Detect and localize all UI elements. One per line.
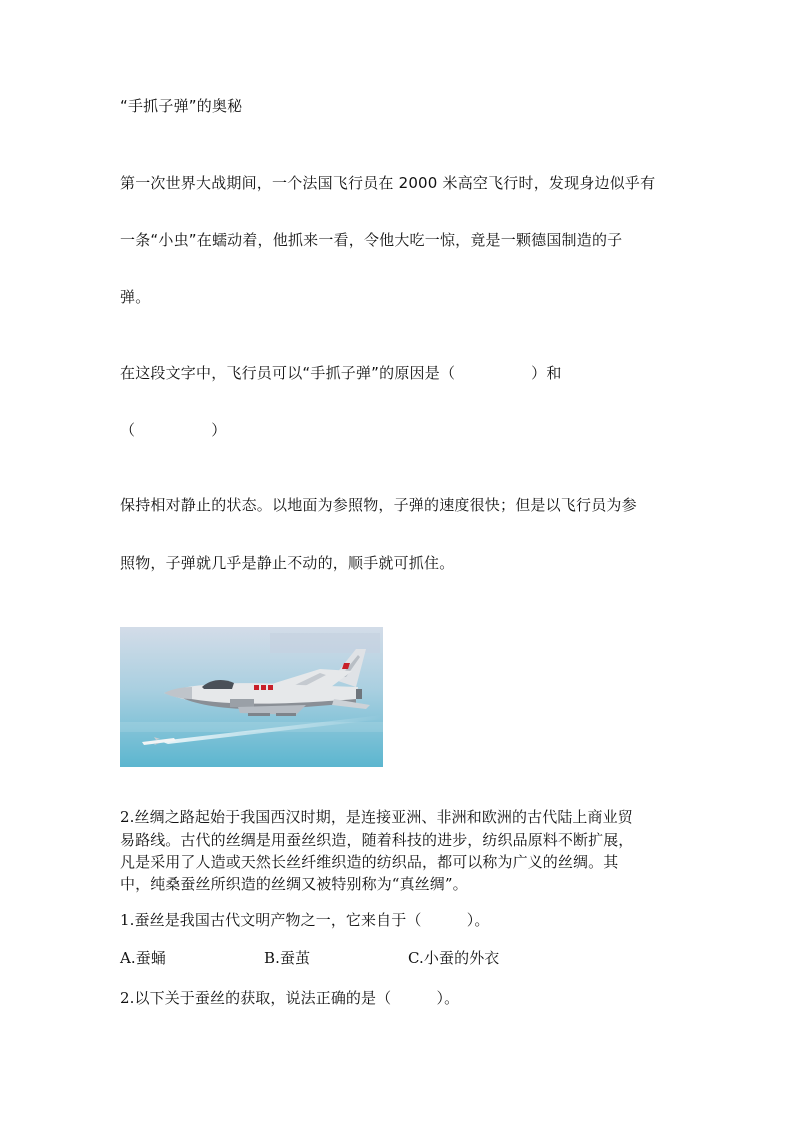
question-line: （ ） <box>120 421 227 439</box>
option-c: C.小蚕的外衣 <box>408 949 500 967</box>
passage-line: 弹。 <box>120 288 151 306</box>
passage-line: 第一次世界大战期间，一个法国飞行员在 2000 米高空飞行时，发现身边似乎有 <box>120 174 656 192</box>
option-b: B.蚕茧 <box>264 949 311 967</box>
passage2-line: 易路线。古代的丝绸是用蚕丝织造，随着科技的进步，纺织品原料不断扩展， <box>120 831 634 849</box>
passage2-line: 2.丝绸之路起始于我国西汉时期，是连接亚洲、非洲和欧洲的古代陆上商业贸 <box>120 808 633 826</box>
passage-line: 一条“小虫”在蠕动着，他抓来一看，令他大吃一惊，竟是一颗德国制造的子 <box>120 231 623 249</box>
question-2: 2.以下关于蚕丝的获取，说法正确的是（ ）。 <box>120 989 460 1007</box>
passage2-line: 中，纯桑蚕丝所织造的丝绸又被特别称为“真丝绸”。 <box>120 875 468 893</box>
passage-title: “手抓子弹”的奥秘 <box>120 97 243 115</box>
fighter-jet-photo <box>120 627 383 767</box>
question-1: 1.蚕丝是我国古代文明产物之一，它来自于（ ）。 <box>120 911 490 929</box>
answer-line: 保持相对静止的状态。以地面为参照物，子弹的速度很快；但是以飞行员为参 <box>120 496 637 514</box>
question-line: 在这段文字中，飞行员可以“手抓子弹”的原因是（ ）和 <box>120 364 562 382</box>
answer-line: 照物，子弹就几乎是静止不动的，顺手就可抓住。 <box>120 554 455 572</box>
fighter-jet-illustration <box>120 627 383 767</box>
option-a: A.蚕蛹 <box>120 949 167 967</box>
passage2-line: 凡是采用了人造或天然长丝纤维织造的纺织品，都可以称为广义的丝绸。其 <box>120 853 619 871</box>
